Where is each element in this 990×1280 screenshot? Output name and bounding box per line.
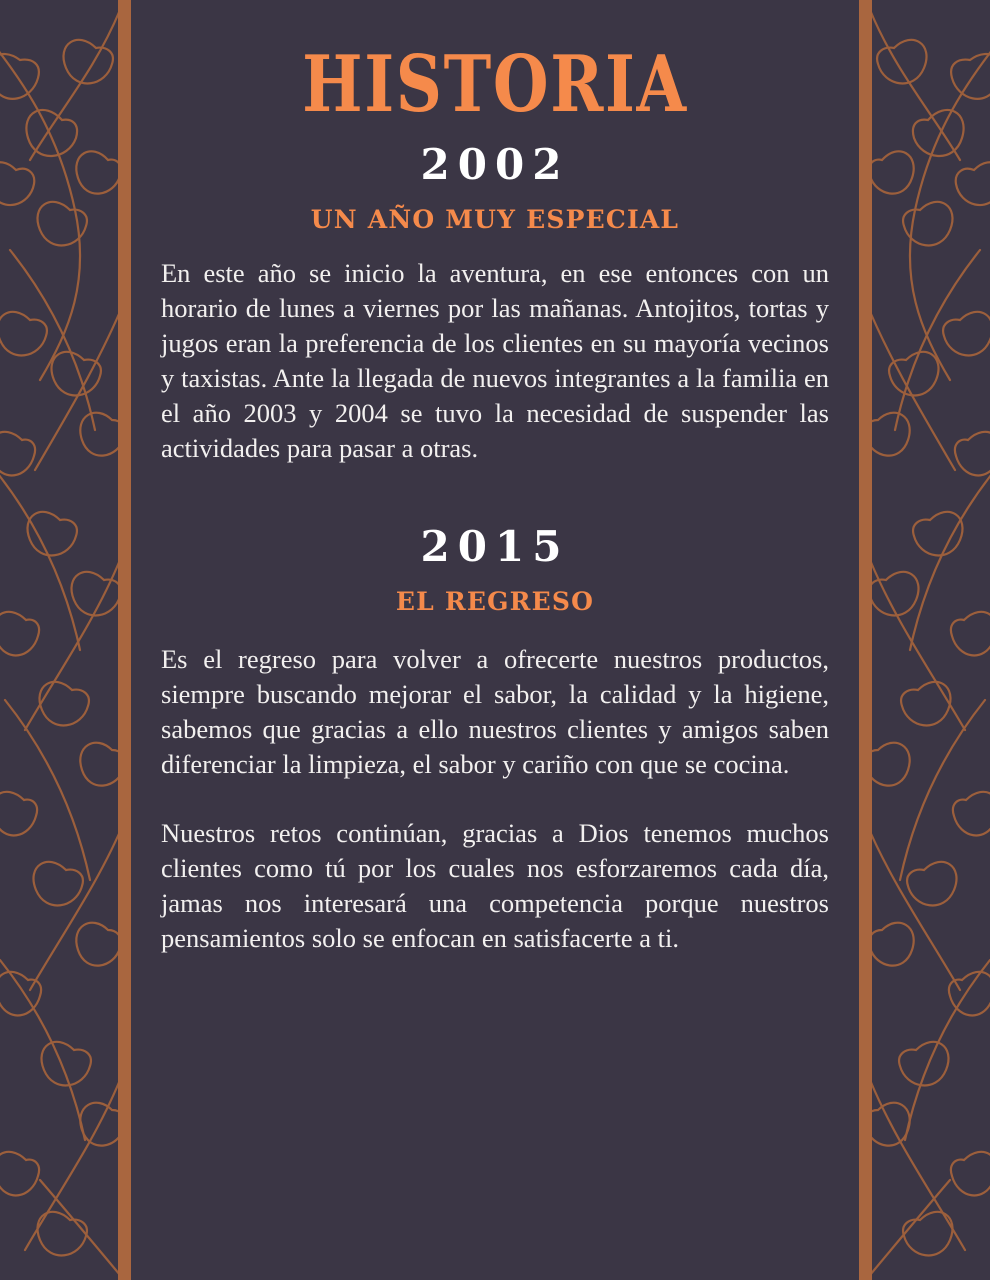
section-paragraph: Es el regreso para volver a ofrecerte nuestros productos, siempre buscando mejorar el sabor, la calidad y la higiene, sabemos que gracias a ello nuestros clientes y amigos saben diferenciar la limpieza, el sabor y cariño con que se cocina. (161, 643, 829, 779)
section-spacer (161, 492, 829, 522)
right-divider-rule (859, 0, 872, 1280)
section-year: 2015 (420, 521, 570, 571)
section-year: 2002 (420, 140, 570, 190)
page-title: HISTORIA (302, 39, 688, 130)
section-subheading: EL REGRESO (395, 586, 595, 616)
section-subheading: UN AÑO MUY ESPECIAL (310, 205, 680, 235)
document-content (131, 0, 859, 1280)
left-botanical-band (0, 0, 130, 1280)
left-divider-rule (118, 0, 131, 1280)
section-paragraph: En este año se inicio la aventura, en ese entonces con un horario de lunes a viernes por las mañanas. Antojitos, tortas y jugos eran la preferencia de los clientes en su mayoría vecinos y taxistas. Ante la llegada de nuevos integrantes a la familia en el año 2003 y 2004 se tuvo la necesidad de suspender las actividades para pasar a otras. (161, 258, 829, 463)
right-botanical-band (860, 0, 990, 1280)
section-2015 (161, 522, 829, 956)
section-paragraph: Nuestros retos continúan, gracias a Dios tenemos muchos clientes como tú por los cuales nos esforzaremos cada día, jamas nos interesará una competencia porque nuestros pensamientos solo se enfocan en satisfacerte a ti. (161, 817, 829, 953)
section-2002 (161, 140, 829, 466)
